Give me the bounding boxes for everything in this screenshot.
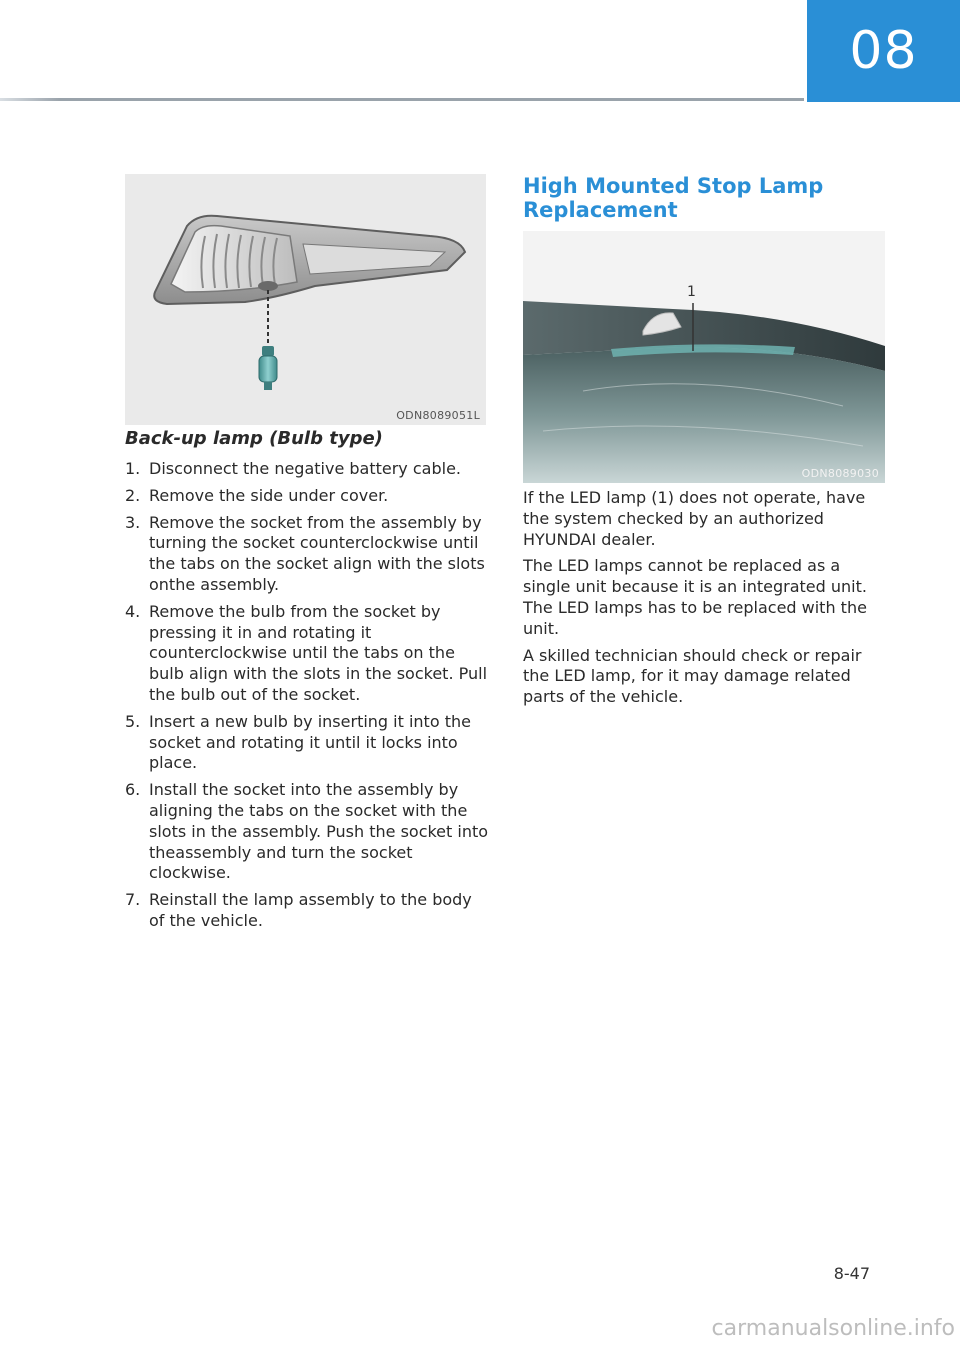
- step-text: Disconnect the negative battery cable.: [149, 459, 461, 478]
- paragraph: The LED lamps cannot be replaced as a single unit because it is an integrated unit. The LED lamps has to be replaced with the unit.: [523, 556, 867, 638]
- step-number: 2.: [125, 485, 141, 505]
- step-number: 3.: [125, 512, 141, 532]
- chapter-number: 08: [849, 21, 918, 81]
- step-text: Remove the bulb from the socket by pressing it in and rotating it counterclockwise until the tabs on the bulb align with the slots in the socket. Pull the bulb out of the socket.: [149, 601, 488, 704]
- step-text: Remove the socket from the assembly by turning the socket counterclockwise until the tabs on the socket align with the slots onthe assembly.: [149, 512, 485, 594]
- stop-lamp-figure: [523, 231, 885, 483]
- step-text: Reinstall the lamp assembly to the body of the vehicle.: [149, 890, 472, 930]
- step-number: 4.: [125, 601, 141, 621]
- right-column: [523, 488, 888, 714]
- step-text: Install the socket into the assembly by aligning the tabs on the socket with the slots in the assembly. Push the socket into theassembly and turn the socket clockwise.: [149, 780, 489, 883]
- figure-callout-label: 1: [687, 284, 696, 300]
- paragraph: A skilled technician should check or repair the LED lamp, for it may damage related parts of the vehicle.: [523, 645, 862, 707]
- step-text: Remove the side under cover.: [149, 485, 389, 505]
- step-number: 6.: [125, 780, 141, 800]
- figure-code: ODN8089051L: [396, 409, 480, 422]
- step-text: Insert a new bulb by inserting it into the socket and rotating it until it locks into place.: [149, 711, 471, 773]
- subheading-backup-lamp: Back-up lamp (Bulb type): [125, 428, 383, 449]
- step-number: 1.: [125, 459, 141, 478]
- left-column: [125, 428, 490, 938]
- step-item: [125, 602, 490, 706]
- step-item: [125, 513, 490, 596]
- step-item: [125, 459, 490, 480]
- header-rule: [0, 98, 804, 101]
- page-number: 8-47: [833, 1264, 870, 1283]
- step-number: 7.: [125, 890, 141, 910]
- step-number: 5.: [125, 711, 141, 731]
- watermark: carmanualsonline.info: [711, 1316, 955, 1341]
- backup-lamp-figure: [125, 174, 486, 425]
- section-title: High Mounted Stop Lamp Replacement: [523, 174, 824, 222]
- step-item: [125, 486, 490, 507]
- step-item: [125, 890, 490, 932]
- chapter-tab: [807, 0, 960, 102]
- paragraph: If the LED lamp (1) does not operate, have the system checked by an authorized HYUNDAI dealer.: [523, 488, 866, 549]
- step-item: [125, 780, 490, 884]
- stop-lamp-illustration: [523, 231, 885, 483]
- step-item: [125, 712, 490, 774]
- figure-code: ODN8089030: [801, 467, 879, 480]
- procedure-steps: [125, 459, 490, 932]
- backup-lamp-illustration: [125, 174, 486, 425]
